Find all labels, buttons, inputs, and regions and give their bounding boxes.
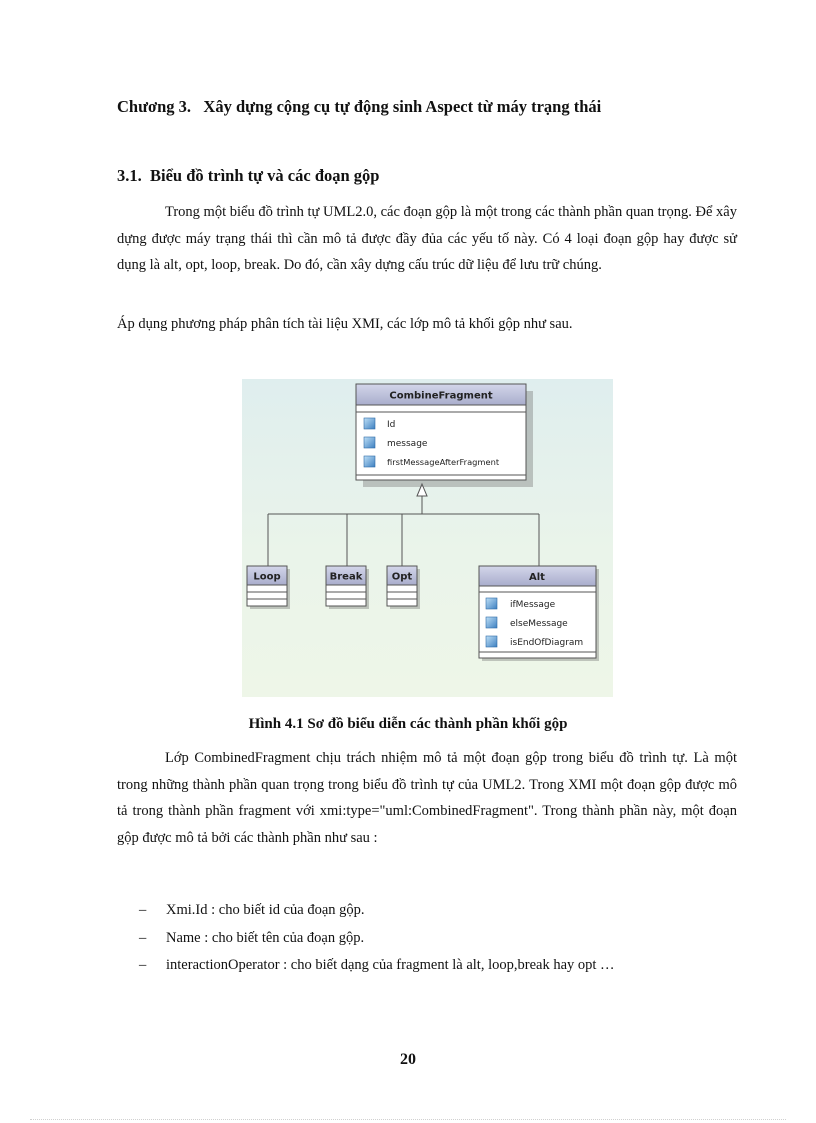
attribute-icon — [486, 617, 497, 628]
class-name-combinefragment: CombineFragment — [389, 390, 493, 402]
attribute-icon — [486, 598, 497, 609]
class-break — [326, 566, 369, 609]
list-marker: – — [139, 902, 147, 918]
attribute-isendofdiagram: isEndOfDiagram — [510, 638, 584, 648]
class-alt — [479, 566, 599, 661]
uml-class-diagram — [242, 379, 613, 697]
intro-paragraph: Trong một biểu đồ trình tự UML2.0, các đoạn gộp là một trong các thành phần quan trọng. Để xây dựng được máy trạng thái thì cần mô tả được đầy đủa các yếu tố này. Có 4 loại đoạn gộp hay được sử dụng là alt, opt, loop, break. Do đó, cần xây dựng cấu trúc dữ liệu để lưu trữ chúng. — [117, 204, 737, 273]
page-number: 20 — [400, 1051, 416, 1068]
class-loop — [247, 566, 290, 609]
attribute-list — [117, 897, 615, 980]
attribute-icon — [364, 456, 375, 467]
page-bottom-divider — [30, 1119, 786, 1120]
attribute-elsemessage: elseMessage — [510, 619, 568, 629]
class-name-opt: Opt — [391, 571, 413, 583]
class-name-alt: Alt — [529, 572, 545, 583]
class-name-break: Break — [329, 571, 363, 583]
inheritance-lines — [268, 496, 539, 566]
class-combinefragment — [356, 384, 533, 487]
attribute-icon — [364, 437, 375, 448]
attribute-icon — [364, 418, 375, 429]
list-item: – Name : cho biết tên của đoạn gộp. — [117, 925, 615, 953]
list-marker: – — [139, 929, 147, 946]
attribute-firstmessage: firstMessageAfterFragment — [387, 457, 500, 467]
class-name-loop: Loop — [253, 571, 281, 583]
figure-caption: Hình 4.1 Sơ đồ biểu diễn các thành phần khối gộp — [248, 716, 568, 732]
class-opt — [387, 566, 420, 609]
attribute-id: Id — [387, 420, 396, 430]
list-marker: – — [139, 957, 147, 973]
attribute-icon — [486, 636, 497, 647]
section-title: 3.1. Biểu đồ trình tự và các đoạn gộp — [117, 166, 380, 185]
attribute-message: message — [387, 439, 428, 449]
list-item: – Xmi.Id : cho biết id của đoạn gộp. — [117, 897, 615, 925]
chapter-title: Chương 3. Xây dựng cộng cụ tự động sinh Aspect từ máy trạng thái — [117, 97, 602, 116]
xmi-paragraph: Áp dụng phương pháp phân tích tài liệu XMI, các lớp mô tả khối gộp như sau. — [117, 316, 573, 332]
attribute-ifmessage: ifMessage — [510, 600, 556, 610]
list-item: – interactionOperator : cho biết dạng của fragment là alt, loop,break hay opt … — [117, 952, 615, 980]
combinedfragment-paragraph: Lớp CombinedFragment chịu trách nhiệm mô tả một đoạn gộp trong biểu đồ trình tự. Là một trong những thành phần quan trọng trong biểu đồ trình tự của UML2. Trong XMI một đoạn gộp được mô tả trong thành phần fragment với xmi:type="uml:CombinedFragment". Trong thành phần này, một đoạn gộp được mô tả bởi các thành phần như sau : — [117, 750, 737, 846]
